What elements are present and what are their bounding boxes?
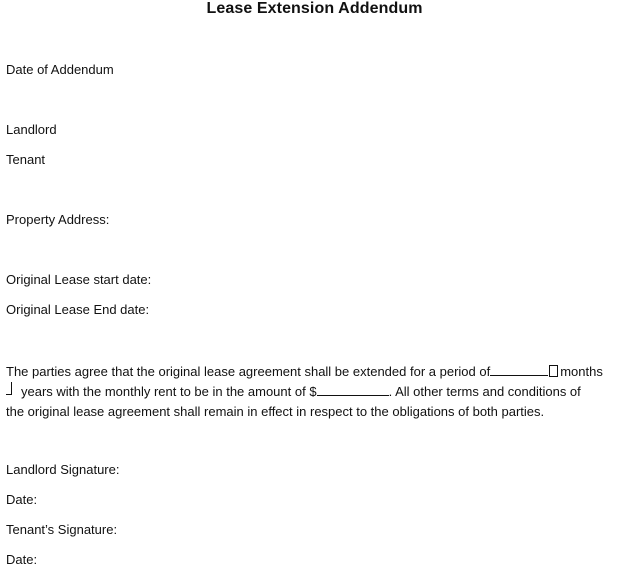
paragraph-text-3: . All other terms and conditions of: [388, 384, 581, 399]
years-checkbox[interactable]: [6, 382, 12, 395]
landlord-signature-label: Landlord Signature:: [6, 462, 120, 477]
paragraph-line-2: [6, 382, 624, 402]
tenant-signature-label: Tenant’s Signature:: [6, 522, 118, 537]
property-address-label: Property Address:: [6, 212, 110, 227]
tenant-label: Tenant: [6, 152, 46, 167]
months-blank[interactable]: [490, 363, 548, 376]
original-lease-end-label: Original Lease End date:: [6, 302, 150, 317]
landlord-label: Landlord: [6, 122, 57, 137]
extension-terms-paragraph: [6, 362, 624, 422]
paragraph-text-4: the original lease agreement shall remain in effect in respect to the obligations of both parties.: [6, 404, 545, 419]
tenant-date-label: Date:: [6, 552, 38, 567]
months-checkbox[interactable]: [549, 365, 558, 377]
paragraph-text-2: years with the monthly rent to be in the amount of $: [21, 384, 317, 399]
paragraph-line-1: [6, 362, 624, 382]
landlord-date-label: Date:: [6, 492, 38, 507]
rent-amount-blank[interactable]: [317, 383, 389, 396]
original-lease-start-label: Original Lease start date:: [6, 272, 152, 287]
document-title: Lease Extension Addendum: [206, 0, 423, 17]
paragraph-line-3: [6, 402, 624, 422]
date-of-addendum-label: Date of Addendum: [6, 62, 114, 77]
months-label: months: [560, 364, 603, 379]
paragraph-text-1: The parties agree that the original lease agreement shall be extended for a period of: [6, 364, 491, 379]
